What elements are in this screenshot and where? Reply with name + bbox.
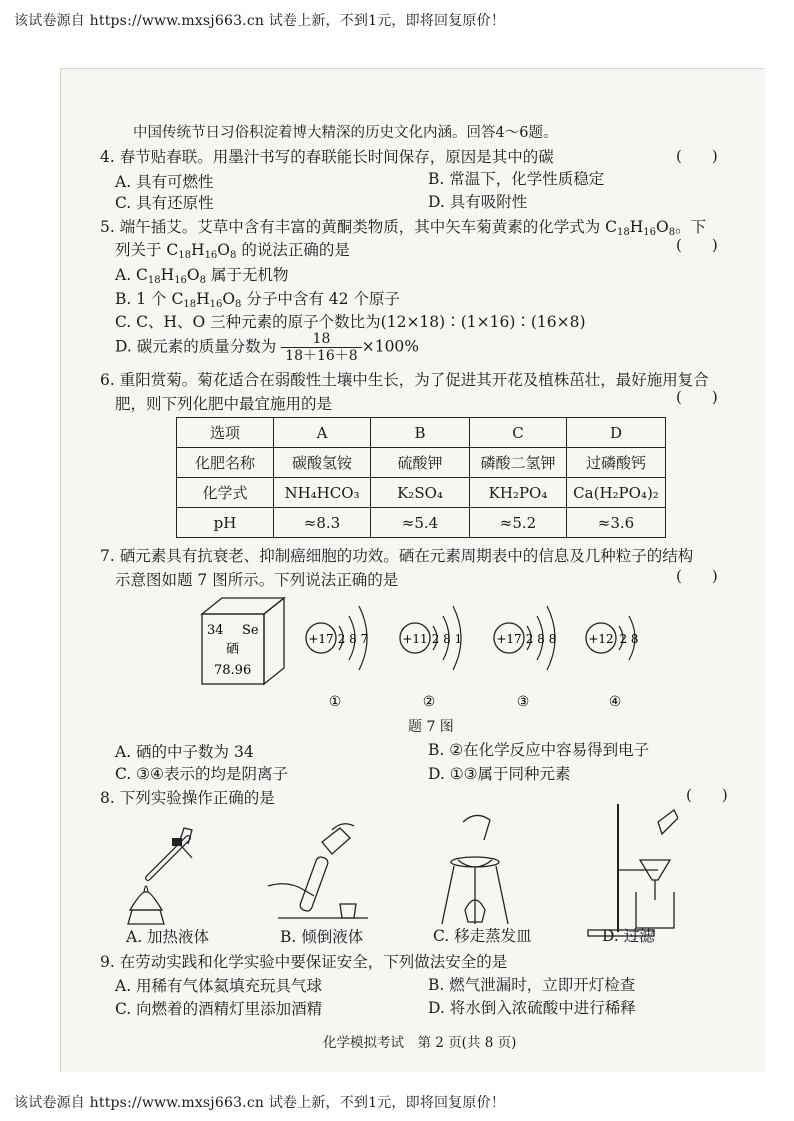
source-banner-top: 该试卷源自 https://www.mxsj663.cn 试卷上新，不到1元，即将回复原价！ [14,13,506,29]
mass-fraction: $\frac{18}{18+16+8}$ [281,331,362,364]
q4-answer-blank: ( ) [676,147,718,165]
nucleus-charge: +17 [308,632,334,646]
lab-operation-illustrations [118,800,678,940]
particle-label: ① [328,694,342,710]
pouring-liquid-illustration [268,824,368,918]
q4-option-c: C. 具有还原性 [115,194,214,212]
q9-option-c: C. 向燃着的酒精灯里添加酒精 [115,1000,323,1018]
particle-label: ③ [516,694,530,710]
q8-option-c: C. 移走蒸发皿 [433,927,532,945]
q4-option-b: B. 常温下，化学性质稳定 [428,170,605,188]
table-cell: C [470,418,567,448]
table-cell: ≈3.6 [567,508,666,538]
section-intro: 中国传统节日习俗积淀着博大精深的历史文化内涵。回答4～6题。 [133,125,558,141]
q8-option-b: B. 倾倒液体 [280,928,364,946]
particle-diagram-2 [400,606,462,710]
table-cell: 过磷酸钙 [567,448,666,478]
q5-stem-line2: 列关于 $C_{18}H_{16}O_8$ 的说法正确的是 [115,241,350,261]
table-cell: 磷酸二氢钾 [470,448,567,478]
electron-shells: 2 8 7 [337,632,369,646]
table-cell: K₂SO₄ [371,478,470,508]
q8-stem: 8. 下列实验操作正确的是 [100,789,275,807]
q9-stem: 9. 在劳动实践和化学实验中要保证安全，下列做法安全的是 [100,953,508,971]
element-symbol: Se [242,623,259,638]
q7-answer-blank: ( ) [676,567,718,585]
q8-option-d: D. 过滤 [602,927,655,945]
table-cell: A [274,418,371,448]
atomic-mass: 78.96 [214,663,252,678]
electron-shells: 2 8 [619,632,639,646]
q4-option-d: D. 具有吸附性 [428,193,528,211]
q8-answer-blank: ( ) [686,786,728,804]
q6-stem-line2: 肥，则下列化肥中最宜施用的是 [115,395,333,413]
table-row [177,418,666,448]
table-row [177,448,666,478]
q6-answer-blank: ( ) [676,388,718,406]
q9-option-a: A. 用稀有气体氦填充玩具气球 [115,977,323,995]
particle-diagram-4 [586,616,639,710]
q4-stem: 4. 春节贴春联。用墨汁书写的春联能长时间保存，原因是其中的碳 [100,148,554,166]
nucleus-charge: +12 [588,632,614,646]
table-cell: ≈5.2 [470,508,567,538]
q9-option-d: D. 将水倒入浓硫酸中进行稀释 [428,999,636,1017]
particle-structure-diagrams [295,592,655,712]
table-cell: 化学式 [177,478,274,508]
source-banner-bottom: 该试卷源自 https://www.mxsj663.cn 试卷上新，不到1元，即将回复原价！ [14,1095,506,1111]
table-cell: 化肥名称 [177,448,274,478]
element-name: 硒 [226,642,240,657]
q5-answer-blank: ( ) [676,236,718,254]
q5-option-d: D. 碳元素的质量分数为 $\frac{18}{18+16+8}$ ×100% [115,331,420,364]
q5-option-c: C. C、H、O 三种元素的原子个数比为(12×18)∶(1×16)∶(16×8) [115,313,586,331]
filtration-illustration [588,804,678,936]
q9-option-b: B. 燃气泄漏时，立即开灯检查 [428,976,636,994]
table-cell: 选项 [177,418,274,448]
atomic-number: 34 [207,623,224,638]
q7-option-d: D. ①③属于同种元素 [428,765,571,783]
table-row [177,478,666,508]
table-cell: KH₂PO₄ [470,478,567,508]
nucleus-charge: +11 [402,632,428,646]
q7-stem-line1: 7. 硒元素具有抗衰老、抑制癌细胞的功效。硒在元素周期表中的信息及几种粒子的结构 [100,547,694,565]
table-cell: Ca(H₂PO₄)₂ [567,478,666,508]
q7-option-b: B. ②在化学反应中容易得到电子 [428,741,650,759]
q5-option-a: A. $C_{18}H_{16}O_8$ 属于无机物 [115,266,289,286]
table-row [177,508,666,538]
heating-liquid-illustration [128,828,192,924]
nucleus-charge: +17 [496,632,522,646]
q5-stem-line1: 5. 端午插艾。艾草中含有丰富的黄酮类物质，其中矢车菊黄素的化学式为 $C_{18}H_{16}O_8$。下 [100,218,707,238]
page-footer: 化学模拟考试 第 2 页(共 8 页) [323,1035,517,1051]
q8-option-a: A. 加热液体 [126,928,210,946]
q7-stem-line2: 示意图如题 7 图所示。下列说法正确的是 [115,571,399,589]
particle-diagram-3 [494,606,556,710]
evaporating-dish-illustration [442,815,508,924]
particle-diagram-1 [306,606,368,710]
q4-option-a: A. 具有可燃性 [115,173,214,191]
table-cell: 碳酸氢铵 [274,448,371,478]
table-cell: ≈8.3 [274,508,371,538]
q5-option-b: B. 1 个 $C_{18}H_{16}O_8$ 分子中含有 42 个原子 [115,290,400,310]
table-cell: ≈5.4 [371,508,470,538]
figure-7-caption: 题 7 图 [408,719,454,735]
table-cell: pH [177,508,274,538]
electron-shells: 2 8 1 [431,632,463,646]
particle-label: ④ [608,694,622,710]
table-cell: NH₄HCO₃ [274,478,371,508]
table-cell: B [371,418,470,448]
q7-option-a: A. 硒的中子数为 34 [115,743,254,761]
q7-option-c: C. ③④表示的均是阴离子 [115,765,288,783]
table-cell: D [567,418,666,448]
electron-shells: 2 8 8 [525,632,557,646]
q6-stem-line1: 6. 重阳赏菊。菊花适合在弱酸性土壤中生长，为了促进其开花及植株茁壮，最好施用复合 [100,371,709,389]
fertilizer-table [176,417,666,538]
table-cell: 硫酸钾 [371,448,470,478]
particle-label: ② [422,694,436,710]
selenium-element-card [198,596,288,688]
